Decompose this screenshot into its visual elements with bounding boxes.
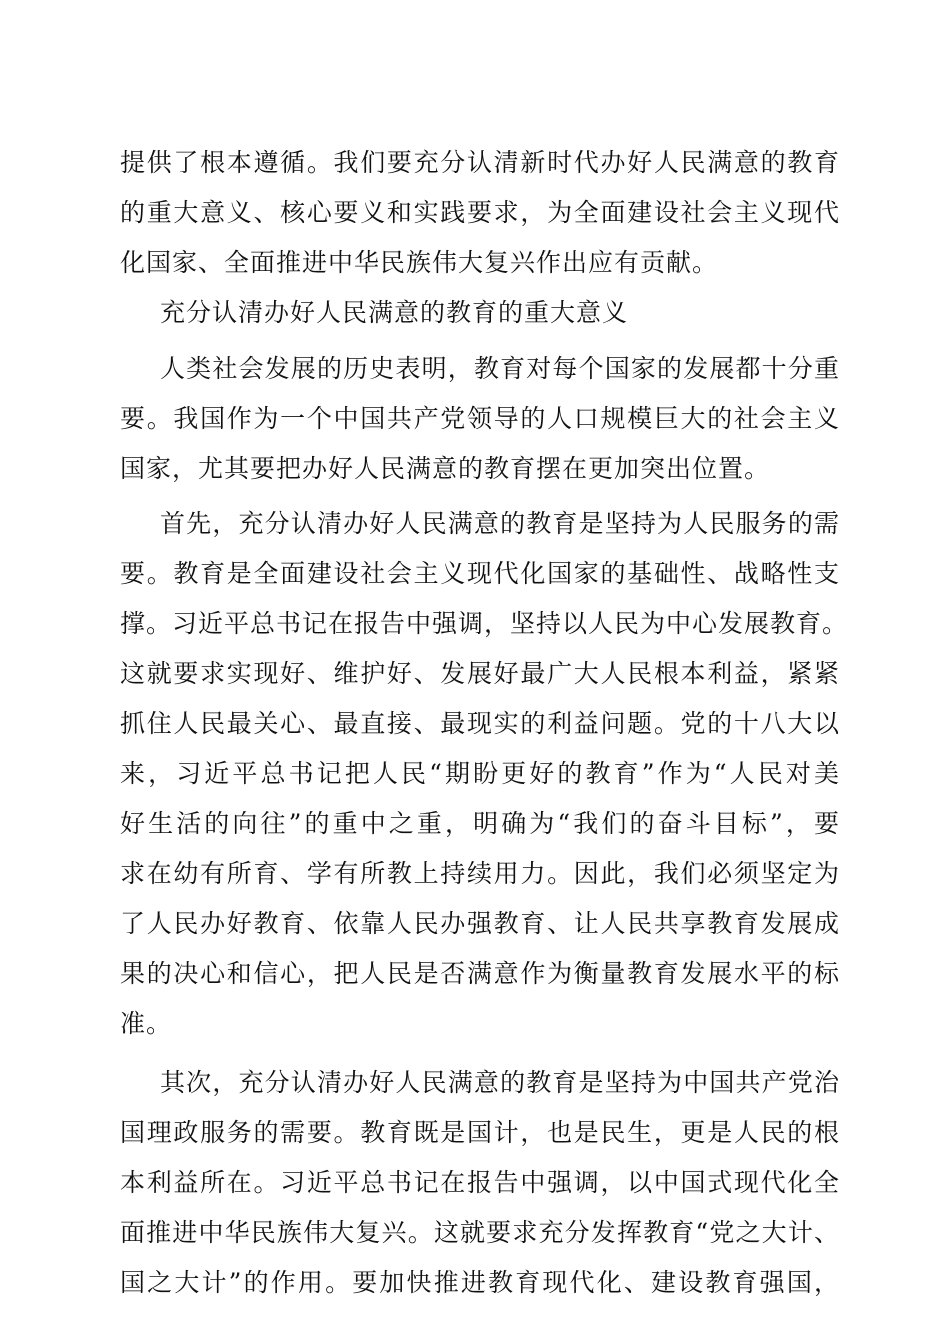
paragraph-line: 撑。习近平总书记在报告中强调，坚持以人民为中心发展教育。 — [120, 609, 849, 638]
paragraph-line: 本利益所在。习近平总书记在报告中强调，以中国式现代化全 — [120, 1168, 840, 1197]
paragraph-line: 的重大意义、核心要义和实践要求，为全面建设社会主义现代 — [120, 198, 840, 227]
paragraph-line: 来，习近平总书记把人民“期盼更好的教育”作为“人民对美 — [120, 759, 840, 788]
paragraph-line: 国家，尤其要把办好人民满意的教育摆在更加突出位置。 — [120, 454, 771, 483]
paragraph-line: 国理政服务的需要。教育既是国计，也是民生，更是人民的根 — [120, 1118, 840, 1147]
paragraph-line: 要。教育是全面建设社会主义现代化国家的基础性、战略性支 — [120, 559, 840, 588]
paragraph-line: 求在幼有所育、学有所教上持续用力。因此，我们必须坚定为 — [120, 859, 840, 888]
paragraph-line: 人类社会发展的历史表明，教育对每个国家的发展都十分重 — [160, 354, 840, 383]
paragraph-line: 化国家、全面推进中华民族伟大复兴作出应有贡献。 — [120, 248, 719, 277]
paragraph-line: 国之大计”的作用。要加快推进教育现代化、建设教育强国， — [120, 1268, 840, 1297]
paragraph-line: 果的决心和信心，把人民是否满意作为衡量教育发展水平的标 — [120, 959, 840, 988]
paragraph-line: 了人民办好教育、依靠人民办强教育、让人民共享教育发展成 — [120, 909, 840, 938]
section-heading: 充分认清办好人民满意的教育的重大意义 — [160, 298, 629, 327]
paragraph-line: 这就要求实现好、维护好、发展好最广大人民根本利益，紧紧 — [120, 659, 840, 688]
paragraph-line: 准。 — [120, 1009, 173, 1038]
paragraph-line: 其次，充分认清办好人民满意的教育是坚持为中国共产党治 — [160, 1068, 840, 1097]
paragraph-line: 提供了根本遵循。我们要充分认清新时代办好人民满意的教育 — [120, 148, 840, 177]
paragraph-line: 面推进中华民族伟大复兴。这就要求充分发挥教育“党之大计、 — [120, 1218, 840, 1247]
paragraph-line: 抓住人民最关心、最直接、最现实的利益问题。党的十八大以 — [120, 709, 840, 738]
paragraph-line: 首先，充分认清办好人民满意的教育是坚持为人民服务的需 — [160, 509, 840, 538]
paragraph-line: 要。我国作为一个中国共产党领导的人口规模巨大的社会主义 — [120, 404, 840, 433]
paragraph-line: 好生活的向往”的重中之重，明确为“我们的奋斗目标”，要 — [120, 809, 840, 838]
